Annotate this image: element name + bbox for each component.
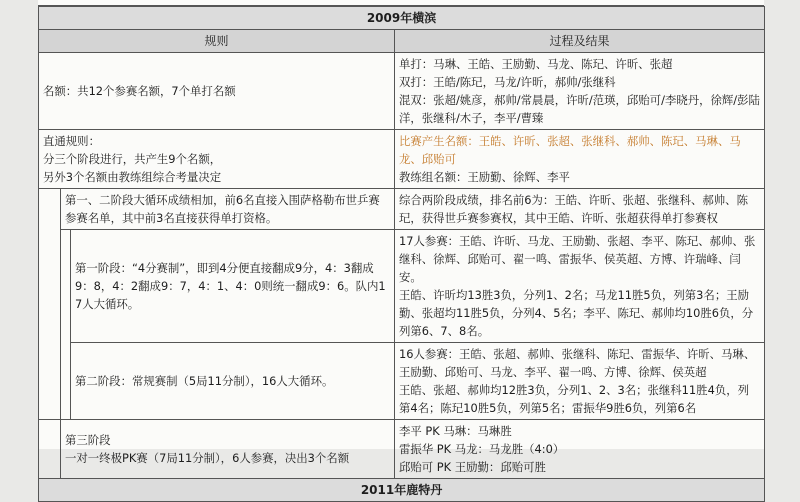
stage12-rule: 第一、二阶段大循环成绩相加，前6名直接入围萨格勒布世乒赛参赛名单，其中前3名直接获得单打资格。	[61, 189, 395, 230]
pk-line-3: 邱贻可 PK 王励勤：邱贻可胜	[399, 460, 546, 474]
direct-rule-line-1: 分三个阶段进行，共产生9个名额，	[43, 152, 222, 166]
stage2-rule: 第二阶段：常规赛制（5局11分制），16人大循环。	[71, 343, 395, 420]
stage12-row	[39, 189, 765, 230]
rules-sheet	[38, 0, 764, 497]
quota-result	[395, 53, 765, 130]
stage1-result	[395, 230, 765, 343]
stage3-rule	[61, 420, 395, 479]
singles-line: 单打：马琳、王皓、王励勤、马龙、陈玘、许昕、张超	[399, 57, 673, 71]
coach-quota-line: 教练组名额：王励勤、徐辉、李平	[399, 170, 570, 184]
direct-result	[395, 130, 765, 189]
quota-row	[39, 53, 765, 130]
stage1-participants: 17人参赛：王皓、许昕、马龙、王励勤、张超、李平、陈玘、郝帅、张继科、徐辉、邱贻可、翟一鸣、雷振华、侯英超、方博、许瑞峰、闫安。	[399, 234, 756, 284]
stage1-row	[39, 230, 765, 343]
process-header: 过程及结果	[395, 30, 765, 53]
direct-rule	[39, 130, 395, 189]
stage3-row	[39, 420, 765, 479]
header-row	[39, 30, 765, 53]
stage3-desc: 一对一终极PK赛（7局11分制），6人参赛，决出3个名额	[65, 451, 350, 465]
mixed-line: 混双：张超/姚彦，郝帅/常晨晨，许昕/范瑛，邱贻可/李晓丹，徐辉/彭陆洋，张继科/木子，李平/曹臻	[399, 93, 760, 125]
stage-gutter	[39, 189, 61, 420]
year-row	[39, 7, 765, 30]
match-quota-line: 比赛产生名额：王皓、许昕、张超、张继科、郝帅、陈玘、马琳、马龙、邱贻可	[399, 134, 741, 166]
stage3-gutter	[39, 420, 61, 479]
rules-header: 规则	[39, 30, 395, 53]
stage2-result	[395, 343, 765, 420]
next-year-row	[39, 479, 765, 502]
stage1-rule: 第一阶段：“4分赛制”，即到4分便直接翻成9分，4：3翻成9：8，4：2翻成9：7，4：1、4：0则统一翻成9：6。队内17人大循环。	[71, 230, 395, 343]
pk-line-1: 李平 PK 马琳：马琳胜	[399, 424, 512, 438]
stage3-title: 第三阶段	[65, 433, 111, 447]
stage12-result: 综合两阶段成绩，排名前6为：王皓、许昕、张超、张继科、郝帅、陈玘，获得世乒赛参赛权，其中王皓、许昕、张超获得单打参赛权	[395, 189, 765, 230]
stage2-participants: 16人参赛：王皓、张超、郝帅、张继科、陈玘、雷振华、许昕、马琳、王励勤、邱贻可、马龙、李平、翟一鸣、方博、徐辉、侯英超	[399, 347, 756, 379]
doubles-line: 双打：王皓/陈玘，马龙/许昕，郝帅/张继科	[399, 75, 616, 89]
stage2-row	[39, 343, 765, 420]
direct-rule-line-2: 另外3个名额由教练组综合考量决定	[43, 170, 222, 184]
year-title: 2009年横滨	[39, 7, 765, 30]
stage-sub-gutter	[61, 230, 71, 420]
stage3-result	[395, 420, 765, 479]
quota-rule: 名额：共12个参赛名额，7个单打名额	[39, 53, 395, 130]
stage2-standings: 王皓、张超、郝帅均12胜3负，分列1、2、3名；张继科11胜4负，列第4名；陈玘10胜5负，列第5名；雷振华9胜6负，列第6名	[399, 383, 749, 415]
stage1-standings: 王皓、许昕均13胜3负，分列1、2名；马龙11胜5负，列第3名；王励勤、张超均11胜5负，分列4、5名；李平、陈玘、郝帅均10胜6负，分列第6、7、8名。	[399, 288, 754, 338]
direct-row	[39, 130, 765, 189]
pk-line-2: 雷振华 PK 马龙：马龙胜（4:0）	[399, 442, 565, 456]
next-year-title: 2011年鹿特丹	[39, 479, 765, 502]
selection-table	[38, 6, 765, 502]
direct-rule-title: 直通规则：	[43, 134, 100, 148]
